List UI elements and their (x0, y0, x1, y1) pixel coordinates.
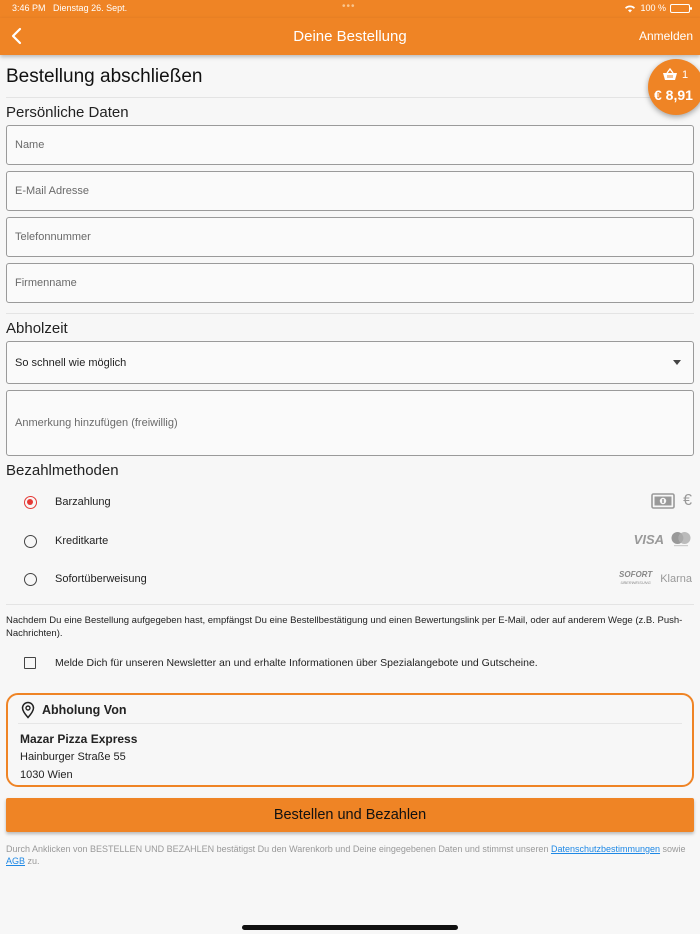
battery-icon (670, 4, 690, 13)
note-textarea[interactable]: Anmerkung hinzufügen (freiwillig) (6, 390, 694, 456)
divider (18, 723, 682, 724)
page-title: Bestellung abschließen (6, 66, 203, 87)
payment-methods-title: Bezahlmethoden (6, 462, 119, 479)
restaurant-name: Mazar Pizza Express (20, 732, 138, 746)
sofort-icon: SOFORT ÜBERWEISUNG (619, 570, 653, 585)
pickup-heading: Abholung Von (42, 703, 127, 717)
cash-icons (651, 492, 692, 510)
phone-field[interactable]: Telefonnummer (6, 217, 694, 257)
restaurant-city: 1030 Wien (20, 769, 73, 781)
privacy-policy-link[interactable]: Datenschutzbestimmungen (550, 844, 661, 854)
login-button[interactable]: Anmelden (638, 29, 693, 43)
pickup-time-value: So schnell wie möglich (15, 356, 127, 369)
divider (6, 97, 694, 98)
name-field[interactable]: Name (6, 125, 694, 165)
nav-title: Deine Bestellung (293, 28, 407, 45)
order-and-pay-button[interactable]: Bestellen und Bezahlen (6, 798, 694, 832)
visa-icon: VISA (633, 531, 664, 547)
radio-sofort[interactable] (24, 573, 37, 586)
cart-total: € 8,91 (654, 87, 693, 103)
newsletter-label[interactable]: Melde Dich für unseren Newsletter an und erhalte Informationen über Spezialangebote und Gutscheine. (55, 657, 538, 669)
cart-count: 1 (682, 69, 689, 81)
euro-icon: € (683, 492, 692, 509)
sofort-icons (619, 571, 692, 587)
company-field[interactable]: Firmenname (6, 263, 694, 303)
divider (6, 313, 694, 314)
divider (6, 604, 694, 605)
pickup-time-title: Abholzeit (6, 320, 68, 337)
banknote-icon (651, 493, 675, 509)
location-pin-icon (20, 701, 36, 719)
pickup-time-select[interactable] (6, 341, 694, 384)
nav-bar (0, 18, 700, 55)
status-time: 3:46 PM Dienstag 26. Sept. (12, 3, 128, 13)
status-indicators (624, 3, 690, 13)
payment-option-cash[interactable] (0, 488, 700, 518)
dropdown-arrow-icon (673, 360, 681, 365)
status-bar (0, 0, 700, 18)
pickup-card (6, 693, 694, 787)
radio-card[interactable] (24, 535, 37, 548)
payment-option-card[interactable] (0, 527, 700, 557)
basket-icon (662, 68, 678, 81)
legal-text: Durch Anklicken von BESTELLEN UND BEZAHLEN bestätigst Du den Warenkorb und Deine eingegebenen Daten und stimmst unseren Datenschutzbestimmungen sowie AGB zu. (6, 844, 686, 866)
order-info-text: Nachdem Du eine Bestellung aufgegeben hast, empfängst Du eine Bestellbestätigung und einen Bewertungslink per E-Mail, oder auf anderem Wege (z.B. Push-Nachrichten). (6, 615, 683, 639)
payment-label: Kreditkarte (55, 535, 109, 547)
multitasking-dots[interactable]: ••• (342, 1, 356, 12)
payment-option-sofort[interactable] (0, 565, 700, 595)
radio-cash[interactable] (24, 496, 37, 509)
newsletter-checkbox[interactable] (24, 657, 36, 669)
mastercard-icon (670, 531, 692, 547)
personal-data-title: Persönliche Daten (6, 104, 129, 121)
cart-button[interactable] (648, 59, 700, 115)
email-field[interactable]: E-Mail Adresse (6, 171, 694, 211)
klarna-icon: Klarna (660, 573, 692, 585)
wifi-icon (624, 4, 636, 13)
restaurant-street: Hainburger Straße 55 (20, 751, 126, 763)
card-icons (634, 531, 692, 547)
battery-percent: 100 % (640, 3, 666, 13)
payment-label: Barzahlung (55, 496, 111, 508)
home-indicator[interactable] (242, 925, 458, 930)
payment-label: Sofortüberweisung (55, 573, 147, 585)
terms-link[interactable]: AGB (6, 856, 26, 866)
